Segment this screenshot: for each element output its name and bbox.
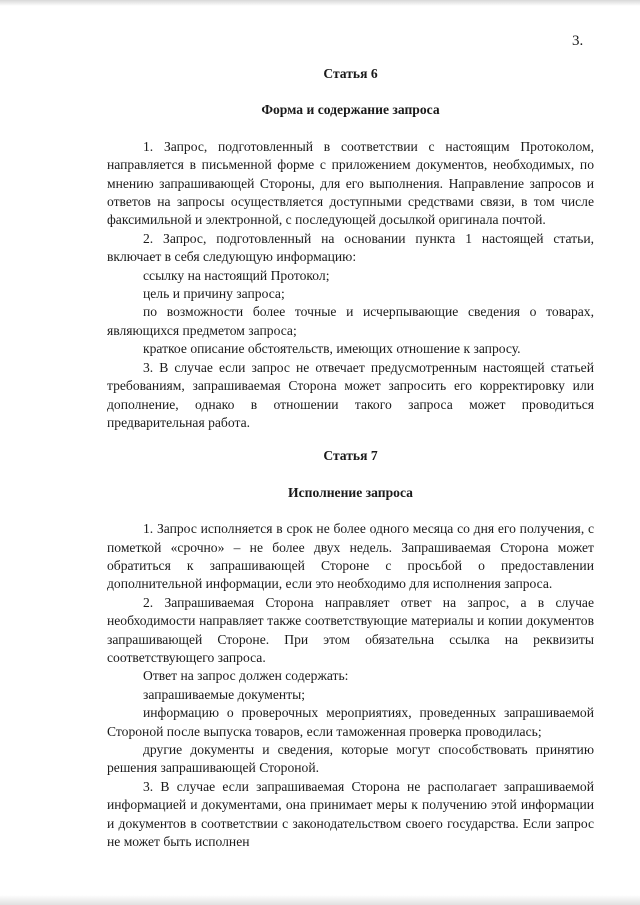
article-7-list-item: запрашиваемые документы;	[143, 686, 306, 702]
article-7-paragraph: 2. Запрашиваемая Сторона направляет ответ на запрос, а в случае необходимости направляет также соответствующие материалы и копии документов запрашивающей Стороне. При этом обязательна ссылка на реквизиты соответствующего запроса.	[107, 594, 594, 665]
article-7-title: Исполнение запроса	[288, 484, 413, 500]
article-7-paragraph: 3. В случае если запрашиваемая Сторона не располагает запрашиваемой информацией и документами, она принимает меры к получению этой информации и документов в соответствии с законодательством своего государства. Если запрос не может быть исполнен	[107, 778, 594, 850]
article-6-paragraph: 2. Запрос, подготовленный на основании пункта 1 настоящей статьи, включает в себя следующую информацию:	[107, 230, 594, 265]
article-6-heading: Статья 6	[323, 66, 378, 81]
article-6-paragraph: 3. В случае если запрос не отвечает предусмотренным настоящей статьей требованиям, запрашиваемая Сторона может запросить его корректировку или дополнение, однако в отношении такого запроса может проводиться предварительная работа.	[107, 359, 594, 430]
article-6-list-item: цель и причину запроса;	[143, 286, 285, 302]
article-7-list-item: другие документы и сведения, которые могут способствовать принятию решения запрашивающей Стороной.	[107, 742, 594, 776]
article-7-paragraph: Ответ на запрос должен содержать:	[143, 668, 349, 684]
article-6-list-item: по возможности более точные и исчерпывающие сведения о товарах, являющихся предметом запроса;	[107, 304, 594, 338]
page-number: 3.	[572, 33, 584, 49]
section-gap	[107, 432, 594, 447]
scan-edge-bottom	[0, 895, 640, 905]
article-7-list-item: информацию о проверочных мероприятиях, проведенных запрашиваемой Стороной после выпуска товаров, если таможенная проверка проводилась;	[107, 705, 594, 739]
scan-edge-top	[0, 0, 640, 6]
article-6-list-item: краткое описание обстоятельств, имеющих отношение к запросу.	[143, 341, 521, 357]
article-6-title: Форма и содержание запроса	[261, 102, 440, 118]
document-body	[107, 65, 594, 851]
article-6-paragraph: 1. Запрос, подготовленный в соответствии с настоящим Протоколом, направляется в письменной форме с приложением документов, необходимых, по мнению запрашивающей Стороны, для его выполнения. Направление запросов и ответов на запросы осуществляется доступными средствами связи, в том числе факсимильной и электронной, с последующей досылкой оригинала почтой.	[107, 138, 594, 228]
article-6-list-item: ссылку на настоящий Протокол;	[143, 267, 330, 283]
article-7-paragraph: 1. Запрос исполняется в срок не более одного месяца со дня его получения, с пометкой «срочно» – не более двух недель. Запрашиваемая Сторона может обратиться к запрашивающей Стороне с просьбой о предоставлении дополнительной информации, если это необходимо для исполнения запроса.	[107, 521, 594, 592]
article-7-heading: Статья 7	[323, 448, 378, 464]
